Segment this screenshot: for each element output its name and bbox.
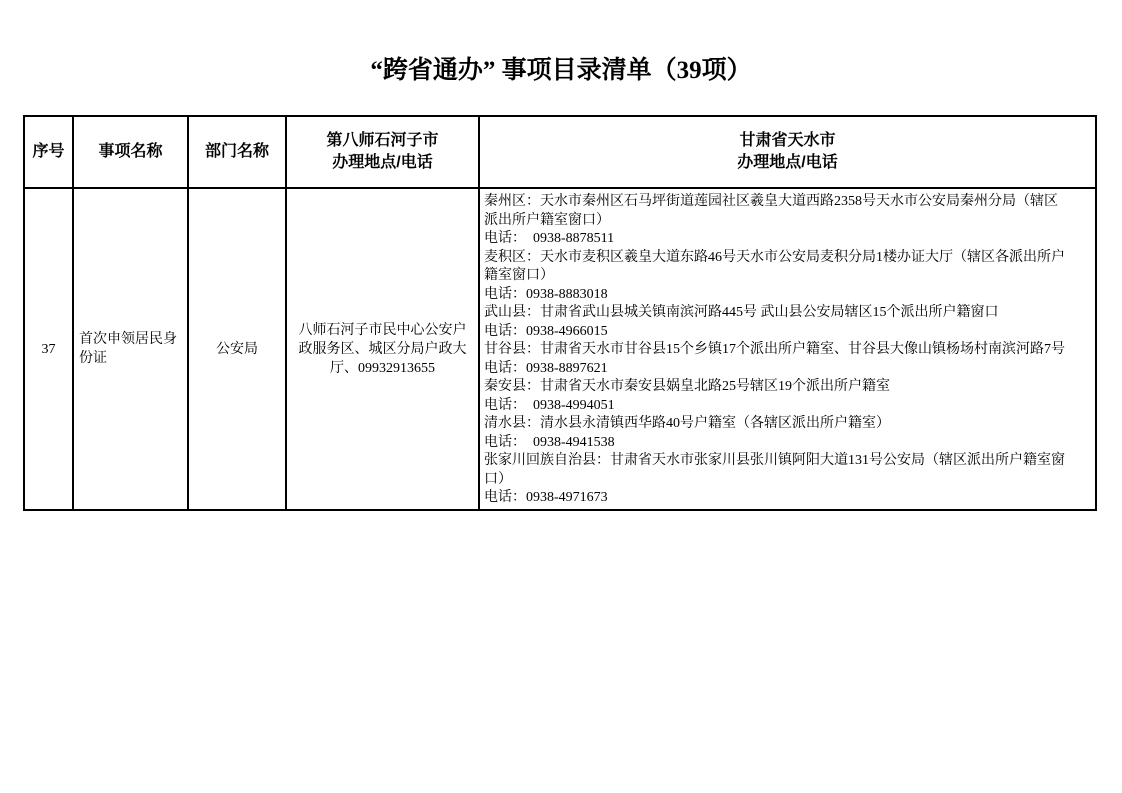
cell-department-name: 公安局: [188, 188, 286, 510]
header-tianshui-location-phone: 甘肃省天水市 办理地点/电话: [479, 116, 1096, 188]
cell-serial-number: 37: [24, 188, 73, 510]
cell-tianshui-location-phone: 秦州区：天水市秦州区石马坪街道莲园社区羲皇大道西路2358号天水市公安局秦州分局（辖区 派出所户籍室窗口） 电话： 0938-8878511 麦积区：天水市麦积区羲皇大道东路46号天水市公安局麦积分局1楼办证大厅（辖区各派出所户 籍室窗口） 电话：0938-8883018 武山县：甘肃省武山县城关镇南滨河路445号 武山县公安局辖区15个派出所户籍窗口 电话：0938-4966015 甘谷县：甘肃省天水市甘谷县15个乡镇17个派出所户籍室、甘谷县大像山镇杨场村南滨河路7号 电话：0938-8897621 秦安县：甘肃省天水市秦安县娲皇北路25号辖区19个派出所户籍室 电话： 0938-4994051 清水县：清水县永清镇西华路40号户籍室（各辖区派出所户籍室） 电话： 0938-4941538 张家川回族自治县：甘肃省天水市张家川县张川镇阿阳大道131号公安局（辖区派出所户籍室窗 口） 电话：0938-4971673: [479, 188, 1096, 510]
cell-shihezi-location-phone: 八师石河子市民中心公安户 政服务区、城区分局户政大 厅、09932913655: [286, 188, 479, 510]
header-shihezi-location-phone: 第八师石河子市 办理地点/电话: [286, 116, 479, 188]
cell-item-name: 首次申领居民身 份证: [73, 188, 188, 510]
page-title: “跨省通办” 事项目录清单（39项）: [370, 57, 752, 84]
catalog-table: [23, 115, 1097, 511]
table-header-row: [24, 116, 1096, 188]
header-serial-number: 序号: [24, 116, 73, 188]
header-department-name: 部门名称: [188, 116, 286, 188]
header-item-name: 事项名称: [73, 116, 188, 188]
table-row: [24, 188, 1096, 510]
